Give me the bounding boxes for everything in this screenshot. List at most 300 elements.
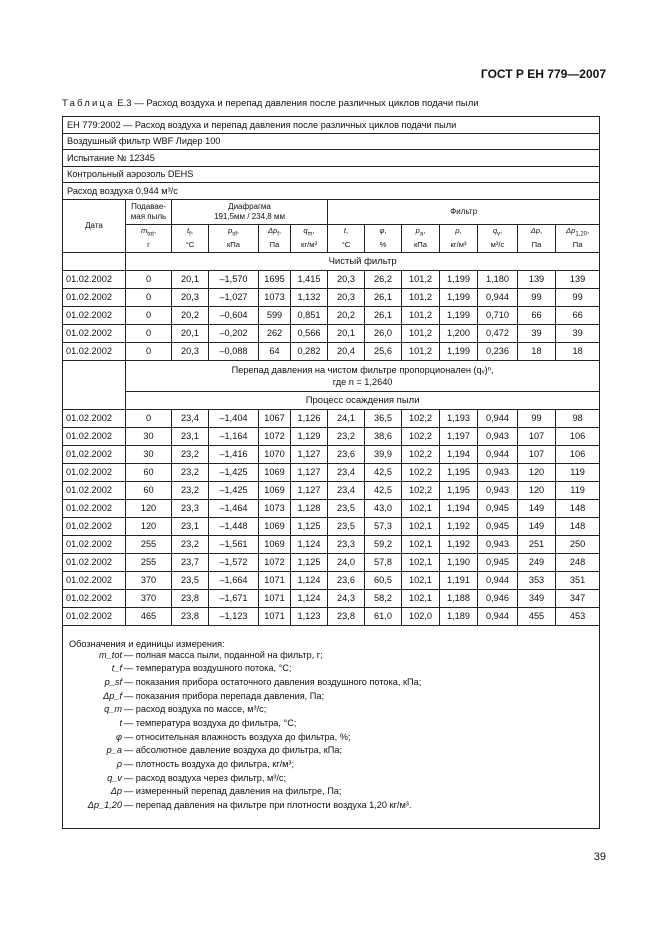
table-cell: 262 — [259, 324, 291, 342]
diaphragm-label: Диафрагма — [228, 201, 271, 211]
table-cell: 59,2 — [365, 535, 402, 553]
legend-description: — относительная влажность воздуха до фильтра, %; — [124, 731, 351, 742]
legend-title: Обозначения и единицы измерения: — [69, 638, 225, 649]
subheader-symbol: $q_v$, — [492, 226, 503, 238]
subheader-unit: кПа — [413, 239, 427, 249]
table-cell: 149 — [518, 499, 556, 517]
table-cell: 23,3 — [328, 535, 365, 553]
table-cell: 101,2 — [402, 306, 440, 324]
loading-row — [63, 517, 600, 535]
table-cell: 101,2 — [402, 270, 440, 288]
table-cell: 36,5 — [365, 409, 402, 427]
table-cell: 0,943 — [478, 427, 518, 445]
table-cell: 58,2 — [365, 589, 402, 607]
subheader-unit: °C — [185, 239, 195, 249]
clean-note-line-1: Перепад давления на чистом фильтре пропорционален (qᵥ)ⁿ, — [231, 364, 494, 375]
legend-description: — температура воздушного потока, °C; — [124, 663, 292, 674]
subheader-9 — [478, 224, 518, 252]
table-caption — [62, 98, 479, 109]
table-cell: 99 — [556, 288, 600, 306]
table-cell: 23,2 — [172, 535, 209, 553]
table-cell: 18 — [518, 342, 556, 360]
legend-symbol: q_m — [104, 704, 122, 715]
table-cell: 0,943 — [478, 535, 518, 553]
table-cell: 1,199 — [440, 270, 478, 288]
table-cell: 120 — [518, 481, 556, 499]
loading-row — [63, 535, 600, 553]
table-cell: 1,199 — [440, 306, 478, 324]
table-cell: 42,5 — [365, 481, 402, 499]
table-cell: 39 — [556, 324, 600, 342]
legend-description: — плотность воздуха до фильтра, кг/м³; — [124, 759, 295, 769]
table-cell: 1069 — [259, 481, 291, 499]
symbol-text: q — [303, 226, 308, 236]
subheader-symbol: $\Delta p_{1,20}$, — [566, 226, 590, 238]
loading-section-row — [63, 391, 600, 409]
legend-item — [63, 799, 599, 813]
table-cell: 24,1 — [328, 409, 365, 427]
table-cell: 0,944 — [478, 607, 518, 625]
table-cell: 60,5 — [365, 571, 402, 589]
table-cell: 1071 — [259, 571, 291, 589]
loading-row — [63, 481, 600, 499]
table-cell: 20,2 — [328, 306, 365, 324]
legend-item — [63, 690, 599, 704]
table-cell: 0,282 — [291, 342, 328, 360]
info-row-standard: ЕН 779:2002 — Расход воздуха и перепад давления после различных циклов подачи пыли — [63, 117, 600, 134]
table-cell: 102,1 — [402, 553, 440, 571]
subheader-7 — [402, 224, 440, 252]
symbol-text: Δp — [566, 226, 576, 236]
table-cell: 0,944 — [478, 288, 518, 306]
table-cell: 57,8 — [365, 553, 402, 571]
table-cell: 0,945 — [478, 517, 518, 535]
legend-row — [63, 625, 600, 828]
table-cell: 20,1 — [172, 324, 209, 342]
cell-date: 01.02.2002 — [63, 270, 126, 288]
symbol-subscript: m — [307, 231, 313, 238]
clean-row — [63, 324, 600, 342]
table-cell: –1,416 — [209, 445, 259, 463]
table-cell: 353 — [518, 571, 556, 589]
table-cell: 23,8 — [172, 589, 209, 607]
subheader-0 — [126, 224, 172, 252]
table-cell: 102,0 — [402, 607, 440, 625]
legend-symbol: q_v — [107, 772, 122, 783]
cell-date: 01.02.2002 — [63, 553, 126, 571]
table-cell: 119 — [556, 481, 600, 499]
table-cell: –1,671 — [209, 589, 259, 607]
table-cell: 370 — [126, 589, 172, 607]
loading-row — [63, 463, 600, 481]
legend-item — [63, 649, 599, 663]
symbol-text: q — [492, 226, 498, 236]
table-cell: 1,126 — [291, 409, 328, 427]
subheader-unit: кг/м³ — [450, 239, 467, 249]
legend-item — [63, 744, 599, 758]
subheader-symbol: Δp, — [530, 226, 543, 236]
cell-date: 01.02.2002 — [63, 324, 126, 342]
subheader-5 — [328, 224, 365, 252]
table-cell: 1,180 — [478, 270, 518, 288]
section-dust-loading: Процесс осаждения пыли — [126, 391, 600, 409]
legend-symbol: Δp — [110, 786, 122, 797]
table-cell: 1,195 — [440, 463, 478, 481]
cell-date: 01.02.2002 — [63, 571, 126, 589]
table-cell: 23,8 — [172, 607, 209, 625]
table-cell: 102,2 — [402, 409, 440, 427]
subheader-11 — [556, 224, 600, 252]
table-cell: –1,027 — [209, 288, 259, 306]
info-row-test: Испытание № 12345 — [63, 150, 600, 167]
table-cell: 26,0 — [365, 324, 402, 342]
symbol-text: φ — [379, 226, 385, 236]
clean-note-line-2: где n = 1,2640 — [332, 376, 393, 387]
table-cell: 1069 — [259, 517, 291, 535]
cell-date: 01.02.2002 — [63, 481, 126, 499]
table-cell: 66 — [518, 306, 556, 324]
table-cell: –0,202 — [209, 324, 259, 342]
legend-description: — расход воздуха по массе, м³/с; — [124, 704, 267, 715]
loading-row — [63, 607, 600, 625]
table-cell: 1,125 — [291, 553, 328, 571]
table-cell: 102,1 — [402, 571, 440, 589]
legend-description: — показания прибора перепада давления, Па; — [124, 690, 325, 701]
legend-description: — полная масса пыли, поданной на фильтр, г; — [124, 649, 323, 660]
cell-date: 01.02.2002 — [63, 589, 126, 607]
table-cell: 102,1 — [402, 499, 440, 517]
symbol-text: p — [415, 226, 420, 236]
table-cell: 370 — [126, 571, 172, 589]
info-row-filter: Воздушный фильтр WBF Лидер 100 — [63, 133, 600, 150]
clean-row — [63, 306, 600, 324]
legend-item — [63, 758, 599, 772]
subheader-symbol: φ, — [379, 226, 387, 236]
table-cell: 139 — [518, 270, 556, 288]
table-cell: 26,1 — [365, 288, 402, 306]
table-cell: 23,6 — [328, 571, 365, 589]
symbol-subscript: sf — [232, 231, 237, 238]
table-cell: 0,472 — [478, 324, 518, 342]
symbol-text: p — [227, 226, 233, 236]
table-cell: 1069 — [259, 463, 291, 481]
table-cell: 20,1 — [328, 324, 365, 342]
data-table — [62, 116, 600, 829]
subheader-unit: Па — [531, 239, 542, 249]
table-cell: 66 — [556, 306, 600, 324]
table-cell: –0,604 — [209, 306, 259, 324]
cell-date: 01.02.2002 — [63, 607, 126, 625]
table-cell: –1,404 — [209, 409, 259, 427]
table-cell: 20,3 — [172, 288, 209, 306]
subheader-2 — [209, 224, 259, 252]
caption-title: — Расход воздуха и перепад давления после различных циклов подачи пыли — [134, 98, 479, 109]
table-cell: 0,566 — [291, 324, 328, 342]
table-cell: 23,4 — [328, 481, 365, 499]
table-cell: 1,127 — [291, 445, 328, 463]
cell-date: 01.02.2002 — [63, 427, 126, 445]
table-cell: 0,236 — [478, 342, 518, 360]
subheader-4 — [291, 224, 328, 252]
table-cell: 1695 — [259, 270, 291, 288]
loading-row — [63, 409, 600, 427]
table-cell: –1,448 — [209, 517, 259, 535]
table-cell: 148 — [556, 499, 600, 517]
clean-row — [63, 288, 600, 306]
table-cell: 30 — [126, 445, 172, 463]
table-cell: 23,5 — [172, 571, 209, 589]
subheader-unit: Па — [269, 239, 280, 249]
table-cell: 98 — [556, 409, 600, 427]
table-cell: 1,194 — [440, 499, 478, 517]
symbol-subscript: v — [497, 231, 501, 238]
table-cell: 43,0 — [365, 499, 402, 517]
table-cell: 1073 — [259, 288, 291, 306]
legend-symbol: φ — [116, 731, 122, 742]
table-cell: 0,851 — [291, 306, 328, 324]
table-cell: 24,0 — [328, 553, 365, 571]
table-cell: 38,6 — [365, 427, 402, 445]
table-cell: 23,3 — [172, 499, 209, 517]
table-cell: 102,1 — [402, 589, 440, 607]
table-cell: 1,200 — [440, 324, 478, 342]
table-cell: 1070 — [259, 445, 291, 463]
legend-symbol: ρ — [116, 759, 122, 769]
loading-row — [63, 499, 600, 517]
table-cell: 101,2 — [402, 324, 440, 342]
table-cell: 60 — [126, 463, 172, 481]
subheader-6 — [365, 224, 402, 252]
section-spacer — [63, 252, 126, 270]
table-cell: 1,127 — [291, 481, 328, 499]
table-cell: 1,199 — [440, 288, 478, 306]
table-cell: 107 — [518, 445, 556, 463]
table-cell: –1,425 — [209, 463, 259, 481]
table-cell: 1069 — [259, 535, 291, 553]
diaphragm-size: 191,5мм / 234,8 мм — [214, 211, 285, 221]
clean-note — [126, 360, 600, 391]
table-cell: 57,3 — [365, 517, 402, 535]
document-header: ГОСТ Р ЕН 779—2007 — [480, 67, 606, 81]
table-cell: 349 — [518, 589, 556, 607]
table-cell: 0 — [126, 409, 172, 427]
section-spacer — [63, 391, 126, 409]
table-cell: 249 — [518, 553, 556, 571]
table-cell: 102,2 — [402, 445, 440, 463]
col-header-filter: Фильтр — [328, 199, 600, 224]
subheader-unit: г — [147, 239, 150, 249]
table-cell: 102,2 — [402, 427, 440, 445]
loading-row — [63, 589, 600, 607]
symbol-text: ρ — [455, 226, 460, 236]
table-cell: 1,197 — [440, 427, 478, 445]
table-cell: 1,129 — [291, 427, 328, 445]
cell-date: 01.02.2002 — [63, 445, 126, 463]
table-cell: 1,132 — [291, 288, 328, 306]
table-cell: 148 — [556, 517, 600, 535]
table-cell: 347 — [556, 589, 600, 607]
legend-description: — измеренный перепад давления на фильтре, Па; — [124, 786, 342, 797]
table-cell: 23,1 — [172, 427, 209, 445]
table-cell: 23,1 — [172, 517, 209, 535]
subheader-symbol: $t_f$, — [187, 226, 193, 238]
table-cell: 101,2 — [402, 342, 440, 360]
table-cell: 120 — [126, 499, 172, 517]
table-cell: 250 — [556, 535, 600, 553]
clean-row — [63, 342, 600, 360]
legend-symbol: t — [119, 717, 122, 728]
loading-row — [63, 571, 600, 589]
symbol-subscript: f — [277, 231, 279, 238]
symbol-text: t — [187, 226, 190, 236]
table-cell: 251 — [518, 535, 556, 553]
table-cell: 99 — [518, 409, 556, 427]
table-cell: 1072 — [259, 553, 291, 571]
symbol-subscript: a — [419, 231, 424, 238]
subheader-symbol: $\Delta p_f$, — [267, 226, 282, 238]
table-cell: 23,4 — [328, 463, 365, 481]
table-cell: 149 — [518, 517, 556, 535]
subheader-symbol: $p_{sf}$, — [227, 226, 240, 238]
subheader-unit: кПа — [226, 239, 240, 249]
legend-symbol: Δp_1,20 — [87, 800, 122, 811]
table-cell: 599 — [259, 306, 291, 324]
info-row-aerosol: Контрольный аэрозоль DEHS — [63, 166, 600, 183]
subheader-unit: м³/с — [490, 239, 505, 249]
cell-date: 01.02.2002 — [63, 499, 126, 517]
legend-description: — абсолютное давление воздуха до фильтра, кПа; — [124, 745, 343, 756]
table-cell: 0 — [126, 342, 172, 360]
table-cell: 23,2 — [172, 445, 209, 463]
table-cell: 455 — [518, 607, 556, 625]
table-cell: 0,944 — [478, 409, 518, 427]
table-cell: 30 — [126, 427, 172, 445]
legend-item — [63, 785, 599, 799]
table-cell: 1,195 — [440, 481, 478, 499]
table-cell: 24,3 — [328, 589, 365, 607]
table-cell: 1,127 — [291, 463, 328, 481]
clean-row — [63, 270, 600, 288]
table-cell: 23,4 — [172, 409, 209, 427]
table-cell: 18 — [556, 342, 600, 360]
symbol-subscript: tot — [147, 231, 154, 238]
symbol-text: t — [343, 226, 346, 236]
subheader-symbol: $q_m$, — [303, 226, 315, 238]
table-cell: 106 — [556, 427, 600, 445]
legend-item — [63, 676, 599, 690]
subheader-8 — [440, 224, 478, 252]
table-cell: 0,944 — [478, 571, 518, 589]
table-cell: 102,2 — [402, 463, 440, 481]
table-cell: –1,123 — [209, 607, 259, 625]
cell-date: 01.02.2002 — [63, 463, 126, 481]
table-cell: 1,124 — [291, 535, 328, 553]
legend-symbol: m_tot — [99, 649, 122, 660]
table-cell: 120 — [126, 517, 172, 535]
table-cell: –1,164 — [209, 427, 259, 445]
table-cell: –0,088 — [209, 342, 259, 360]
table-cell: 60 — [126, 481, 172, 499]
legend-item — [63, 703, 599, 717]
table-cell: 453 — [556, 607, 600, 625]
symbol-text: Δp — [267, 226, 278, 236]
subheader-1 — [172, 224, 209, 252]
table-cell: 23,5 — [328, 517, 365, 535]
cell-date: 01.02.2002 — [63, 409, 126, 427]
table-cell: –1,572 — [209, 553, 259, 571]
table-cell: 20,1 — [172, 270, 209, 288]
table-cell: 25,6 — [365, 342, 402, 360]
subheader-10 — [518, 224, 556, 252]
symbol-subscript: f — [189, 231, 191, 238]
legend-item — [63, 772, 599, 786]
table-cell: 0,943 — [478, 481, 518, 499]
subheader-symbol: t, — [343, 226, 349, 236]
table-cell: 255 — [126, 553, 172, 571]
info-row-airflow: Расход воздуха 0,944 м³/с — [63, 183, 600, 200]
table-cell: 0 — [126, 288, 172, 306]
legend-item — [63, 662, 599, 676]
table-cell: 61,0 — [365, 607, 402, 625]
table-cell: 1073 — [259, 499, 291, 517]
table-cell: 64 — [259, 342, 291, 360]
col-header-date: Дата — [63, 199, 126, 252]
subheader-symbol: $p_a$, — [415, 226, 426, 238]
table-cell: 1,199 — [440, 342, 478, 360]
table-cell: 23,2 — [172, 463, 209, 481]
legend-symbol: p_a — [106, 745, 122, 756]
table-cell: 139 — [556, 270, 600, 288]
symbol-text: m — [140, 226, 148, 236]
table-cell: 20,3 — [328, 288, 365, 306]
section-spacer — [63, 360, 126, 391]
table-cell: 465 — [126, 607, 172, 625]
cell-date: 01.02.2002 — [63, 288, 126, 306]
symbol-text: Δp — [530, 226, 541, 236]
cell-date: 01.02.2002 — [63, 342, 126, 360]
table-cell: 23,5 — [328, 499, 365, 517]
table-cell: 119 — [556, 463, 600, 481]
table-cell: 20,3 — [328, 270, 365, 288]
table-cell: 351 — [556, 571, 600, 589]
table-cell: 1072 — [259, 427, 291, 445]
table-cell: 1,192 — [440, 535, 478, 553]
table-cell: 102,1 — [402, 517, 440, 535]
col-header-dust: Подавае-мая пыль — [126, 199, 172, 224]
col-header-diaphragm — [172, 199, 328, 224]
legend-symbol: Δp_f — [103, 690, 122, 701]
caption-label: Таблица — [62, 98, 115, 109]
table-cell: 20,4 — [328, 342, 365, 360]
table-cell: 1071 — [259, 589, 291, 607]
subheader-unit: кг/м³ — [301, 239, 317, 249]
table-cell: 1,123 — [291, 607, 328, 625]
table-cell: 1,194 — [440, 445, 478, 463]
table-cell: 23,8 — [328, 607, 365, 625]
table-cell: 102,2 — [402, 481, 440, 499]
loading-row — [63, 427, 600, 445]
caption-number: Е.3 — [117, 98, 132, 109]
symbol-subscript: 1,20 — [575, 231, 588, 238]
table-cell: 120 — [518, 463, 556, 481]
subheader-unit: % — [379, 239, 387, 249]
table-cell: 1,192 — [440, 517, 478, 535]
cell-date: 01.02.2002 — [63, 535, 126, 553]
legend-symbol: t_f — [111, 663, 122, 674]
table-cell: 1,124 — [291, 571, 328, 589]
table-cell: 1,124 — [291, 589, 328, 607]
table-cell: 39,9 — [365, 445, 402, 463]
